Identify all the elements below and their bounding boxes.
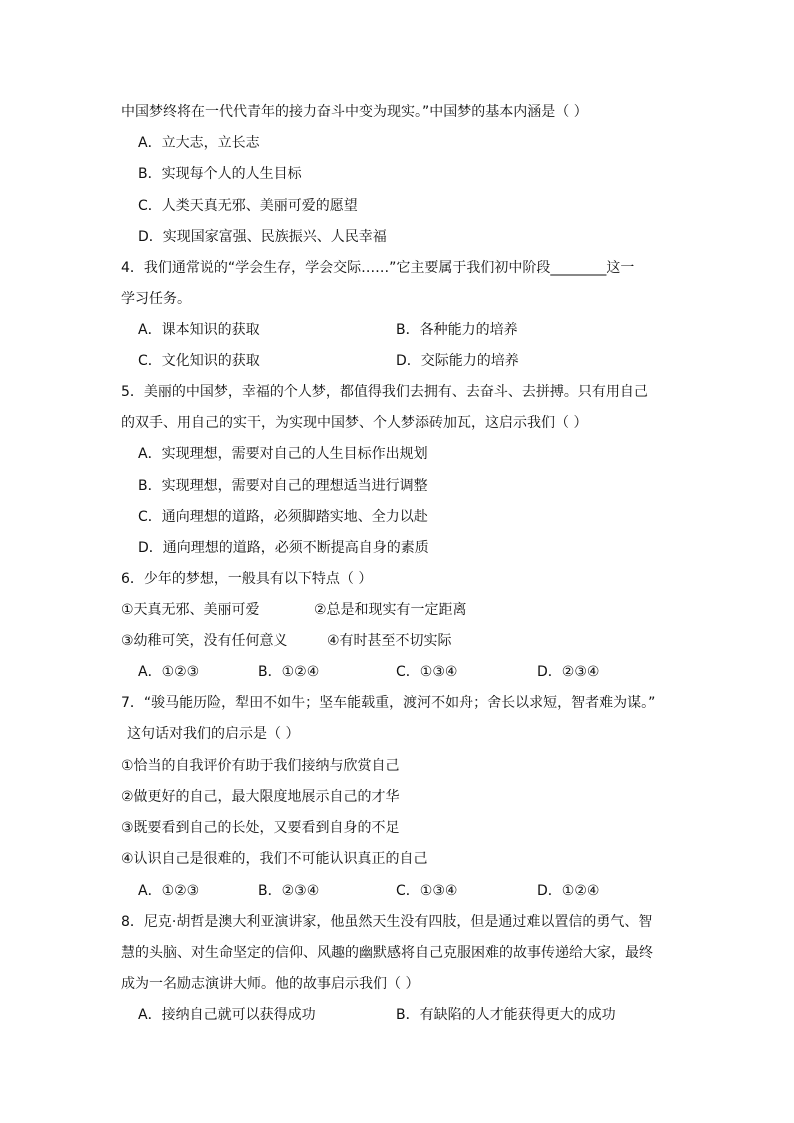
q7-stem-line2: 这句话对我们的启示是（ ）: [127, 726, 300, 742]
q8-stem-line1: 8．尼克·胡哲是澳大利亚演讲家，他虽然天生没有四肢，但是通过难以置信的勇气、智: [121, 914, 653, 930]
q7-option-a: A．①②③: [138, 883, 200, 899]
q5-stem-line2: 的双手、用自己的实干，为实现中国梦、个人梦添砖加瓦，这启示我们（ ）: [121, 415, 588, 431]
q5-option-c: C．通向理想的道路，必须脚踏实地、全力以赴: [138, 509, 428, 525]
q6-item-1: ①天真无邪、美丽可爱: [121, 602, 260, 618]
q6-option-d: D．②③④: [537, 664, 600, 680]
q4-option-c: C．文化知识的获取: [138, 353, 260, 369]
q7-option-b: B．②③④: [258, 883, 320, 899]
q7-item-2: ②做更好的自己，最大限度地展示自己的才华: [121, 789, 400, 805]
q5-option-d: D．通向理想的道路，必须不断提高自身的素质: [138, 540, 429, 556]
q4-stem-line1: 4．我们通常说的“学会生存，学会交际……”它主要属于我们初中阶段________这一: [121, 260, 635, 276]
q3-option-c: C．人类天真无邪、美丽可爱的愿望: [138, 198, 358, 214]
q6-item-3: ③幼稚可笑，没有任何意义: [121, 633, 288, 649]
q6-item-4: ④有时甚至不切实际: [327, 633, 452, 649]
q5-option-b: B．实现理想，需要对自己的理想适当进行调整: [138, 478, 428, 494]
q8-stem-line3: 成为一名励志演讲大师。他的故事启示我们（ ）: [121, 976, 420, 992]
q6-item-2: ②总是和现实有一定距离: [314, 602, 467, 618]
q8-stem-line2: 慧的头脑、对生命坚定的信仰、风趣的幽默感将自己克服困难的故事传递给大家，最终: [121, 945, 653, 961]
q3-option-a: A．立大志，立长志: [138, 135, 260, 151]
q6-option-a: A．①②③: [138, 664, 200, 680]
q3-option-b: B．实现每个人的人生目标: [138, 166, 302, 182]
q4-option-a: A．课本知识的获取: [138, 322, 260, 338]
q7-stem-line1: 7．“骏马能历险，犁田不如牛；坚车能载重，渡河不如舟；舍长以求短，智者难为谋。”: [121, 695, 656, 711]
q7-option-c: C．①③④: [396, 883, 458, 899]
q8-option-b: B．有缺陷的人才能获得更大的成功: [396, 1007, 616, 1023]
q4-option-d: D．交际能力的培养: [396, 353, 519, 369]
q7-item-4: ④认识自己是很难的，我们不可能认识真正的自己: [121, 851, 428, 867]
q5-stem-line1: 5．美丽的中国梦，幸福的个人梦，都值得我们去拥有、去奋斗、去拼搏。只有用自己: [121, 384, 648, 400]
q8-option-a: A．接纳自己就可以获得成功: [138, 1007, 316, 1023]
q6-option-b: B．①②④: [258, 664, 320, 680]
q5-option-a: A．实现理想，需要对自己的人生目标作出规划: [138, 446, 428, 462]
q7-option-d: D．①②④: [537, 883, 600, 899]
q7-item-3: ③既要看到自己的长处，又要看到自身的不足: [121, 820, 400, 836]
q7-item-1: ①恰当的自我评价有助于我们接纳与欣赏自己: [121, 758, 400, 774]
q3-option-d: D．实现国家富强、民族振兴、人民幸福: [138, 229, 387, 245]
q6-option-c: C．①③④: [396, 664, 458, 680]
q4-stem-line2: 学习任务。: [121, 291, 191, 307]
q3-stem-tail: 中国梦终将在一代代青年的接力奋斗中变为现实。”中国梦的基本内涵是（ ）: [121, 104, 588, 120]
q4-option-b: B．各种能力的培养: [396, 322, 518, 338]
q6-stem: 6．少年的梦想，一般具有以下特点（ ）: [121, 571, 373, 587]
